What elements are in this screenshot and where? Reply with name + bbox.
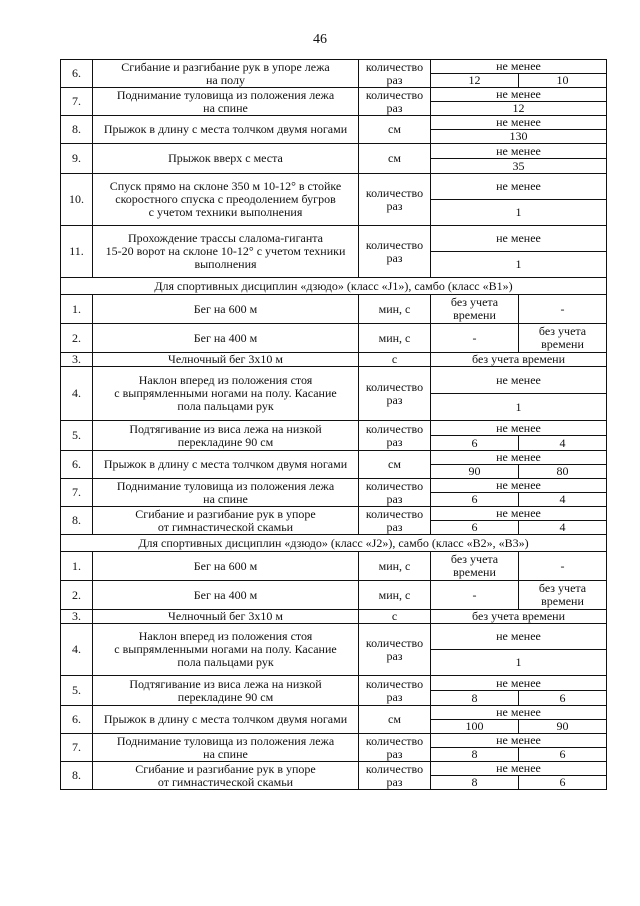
unit-line: количество xyxy=(365,506,424,521)
norm-value-left xyxy=(431,324,519,353)
page-number: 46 xyxy=(313,32,327,47)
norm-value: 12 xyxy=(431,102,607,116)
section-header-row xyxy=(61,535,607,552)
norm-value: 1 xyxy=(431,650,607,676)
unit xyxy=(359,676,431,706)
row-number: 8. xyxy=(61,762,93,790)
unit-line: раз xyxy=(386,491,403,506)
unit: с xyxy=(359,610,431,624)
table-row xyxy=(61,116,607,130)
table-row xyxy=(61,706,607,720)
unit-line: раз xyxy=(386,648,403,663)
norm-value: 12 xyxy=(431,74,519,88)
unit-line: количество xyxy=(365,237,424,252)
exercise-name xyxy=(93,507,359,535)
exercise-name-line: перекладине 90 см xyxy=(177,434,274,449)
row-number: 11. xyxy=(61,226,93,278)
exercise-name-line: Наклон вперед из положения стоя xyxy=(138,373,313,387)
row-number: 7. xyxy=(61,88,93,116)
exercise-name-line: Подтягивание из виса лежа на низкой xyxy=(129,676,322,691)
unit-line: количество xyxy=(365,635,424,650)
exercise-name-line: на спине xyxy=(203,746,248,761)
exercise-name xyxy=(93,676,359,706)
table-row xyxy=(61,295,607,324)
norm-value-line: - xyxy=(560,558,565,573)
row-number: 8. xyxy=(61,507,93,535)
row-number: 10. xyxy=(61,174,93,226)
norm-value: 1 xyxy=(431,200,607,226)
norm-header: не менее xyxy=(431,88,607,102)
exercise-name xyxy=(93,706,359,734)
norm-value-line: - xyxy=(560,301,565,316)
norm-value: 130 xyxy=(431,130,607,144)
norm-value: 8 xyxy=(431,776,519,790)
exercise-name-line: на спине xyxy=(203,100,248,115)
unit: мин, с xyxy=(359,552,431,581)
table-row xyxy=(61,144,607,159)
table-row xyxy=(61,367,607,394)
norm-header: не менее xyxy=(431,226,607,252)
norm-value: без учета времени xyxy=(431,353,607,367)
exercise-name xyxy=(93,116,359,144)
unit-line: количество xyxy=(365,59,424,74)
exercise-name xyxy=(93,144,359,174)
unit-line: раз xyxy=(386,434,403,449)
table-row xyxy=(61,451,607,465)
row-number: 1. xyxy=(61,552,93,581)
unit-line: раз xyxy=(386,519,403,534)
exercise-name-line: Сгибание и разгибание рук в упоре xyxy=(135,761,316,776)
unit-line: раз xyxy=(386,746,403,761)
norm-header: не менее xyxy=(431,116,607,130)
exercise-name-line: скоростного спуска с преодолением бугров xyxy=(115,192,336,206)
exercise-name-line: Поднимание туловища из положения лежа xyxy=(116,733,335,748)
exercise-name-line: с выпрямленными ногами на полу. Касание xyxy=(114,642,337,656)
unit-line: см xyxy=(388,122,401,136)
unit xyxy=(359,706,431,734)
unit-line: количество xyxy=(365,676,424,691)
unit-line: раз xyxy=(386,72,403,87)
row-number: 5. xyxy=(61,421,93,451)
unit-line: см xyxy=(388,457,401,471)
exercise-name-line: Подтягивание из виса лежа на низкой xyxy=(129,421,322,436)
norm-value: 8 xyxy=(431,691,519,706)
norm-header: не менее xyxy=(431,451,607,465)
unit: мин, с xyxy=(359,324,431,353)
exercise-name-line: выполнения xyxy=(194,257,257,271)
table-row xyxy=(61,479,607,493)
row-number: 6. xyxy=(61,451,93,479)
table-row xyxy=(61,353,607,367)
norm-value-right xyxy=(519,552,607,581)
section-header: Для спортивных дисциплин «дзюдо» (класс «J2»), самбо (класс «B2», «B3») xyxy=(61,535,607,552)
unit xyxy=(359,479,431,507)
norm-value: 90 xyxy=(431,465,519,479)
exercise-name xyxy=(93,762,359,790)
norm-value: 6 xyxy=(431,493,519,507)
norm-value-left xyxy=(431,295,519,324)
unit-line: см xyxy=(388,712,401,726)
table-row xyxy=(61,60,607,74)
exercise-name xyxy=(93,367,359,421)
unit: мин, с xyxy=(359,295,431,324)
table-row xyxy=(61,581,607,610)
norm-header: не менее xyxy=(431,507,607,521)
norm-header: не менее xyxy=(431,479,607,493)
unit xyxy=(359,226,431,278)
table-row xyxy=(61,552,607,581)
exercise-name-line: Прыжок в длину с места толчком двумя ногами xyxy=(103,712,348,726)
norm-value: 6 xyxy=(519,776,607,790)
norm-value-line: - xyxy=(472,587,477,602)
unit-line: количество xyxy=(365,379,424,394)
norm-value: 80 xyxy=(519,465,607,479)
norm-value: 6 xyxy=(519,691,607,706)
exercise-name-line: пола пальцами рук xyxy=(177,399,274,413)
exercise-name: Бег на 400 м xyxy=(93,324,359,353)
exercise-name-line: Прыжок вверх с места xyxy=(168,151,283,165)
exercise-name: Бег на 600 м xyxy=(93,295,359,324)
row-number: 5. xyxy=(61,676,93,706)
row-number: 8. xyxy=(61,116,93,144)
norm-header: не менее xyxy=(431,624,607,650)
norm-header: не менее xyxy=(431,676,607,691)
exercise-name xyxy=(93,734,359,762)
unit-line: количество xyxy=(365,185,424,200)
unit xyxy=(359,421,431,451)
exercise-name: Челночный бег 3х10 м xyxy=(93,353,359,367)
unit xyxy=(359,624,431,676)
row-number: 2. xyxy=(61,324,93,353)
norm-header: не менее xyxy=(431,174,607,200)
exercise-name xyxy=(93,451,359,479)
norm-value: 1 xyxy=(431,394,607,421)
exercise-name xyxy=(93,421,359,451)
exercise-name-line: Наклон вперед из положения стоя xyxy=(138,629,313,643)
norm-value-line: времени xyxy=(541,594,584,608)
exercise-name-line: от гимнастической скамьи xyxy=(157,774,294,789)
unit xyxy=(359,60,431,88)
norm-header: не менее xyxy=(431,762,607,776)
row-number: 7. xyxy=(61,734,93,762)
norms-table-body xyxy=(61,60,607,790)
exercise-name-line: Прыжок в длину с места толчком двумя ногами xyxy=(103,457,348,471)
norm-value: без учета времени xyxy=(431,610,607,624)
section-header-row xyxy=(61,278,607,295)
unit-line: раз xyxy=(386,392,403,407)
unit-line: раз xyxy=(386,250,403,265)
unit-line: раз xyxy=(386,100,403,115)
norm-value-line: без учета xyxy=(450,552,499,566)
norm-value-line: времени xyxy=(453,565,496,579)
exercise-name-line: Поднимание туловища из положения лежа xyxy=(116,87,335,102)
exercise-name-line: Прыжок в длину с места толчком двумя ногами xyxy=(103,122,348,136)
norm-value-left xyxy=(431,581,519,610)
exercise-name xyxy=(93,226,359,278)
norm-header: не менее xyxy=(431,144,607,159)
exercise-name: Челночный бег 3х10 м xyxy=(93,610,359,624)
exercise-name-line: с выпрямленными ногами на полу. Касание xyxy=(114,386,337,400)
norm-value-right xyxy=(519,581,607,610)
unit xyxy=(359,762,431,790)
table-row xyxy=(61,174,607,200)
exercise-name xyxy=(93,174,359,226)
exercise-name: Бег на 600 м xyxy=(93,552,359,581)
row-number: 6. xyxy=(61,706,93,734)
unit xyxy=(359,116,431,144)
table-row xyxy=(61,226,607,252)
table-row xyxy=(61,762,607,776)
unit: с xyxy=(359,353,431,367)
unit-line: раз xyxy=(386,198,403,213)
table-row xyxy=(61,624,607,650)
unit-line: см xyxy=(388,151,401,165)
exercise-name-line: пола пальцами рук xyxy=(177,655,274,669)
norm-value: 4 xyxy=(519,436,607,451)
norm-header: не менее xyxy=(431,734,607,748)
norm-value-line: без учета xyxy=(450,295,499,309)
exercise-name xyxy=(93,479,359,507)
norm-value: 4 xyxy=(519,493,607,507)
norm-value: 35 xyxy=(431,159,607,174)
norm-value: 90 xyxy=(519,720,607,734)
table-row xyxy=(61,421,607,436)
table-row xyxy=(61,88,607,102)
exercise-name-line: Сгибание и разгибание рук в упоре лежа xyxy=(121,59,330,74)
row-number: 7. xyxy=(61,479,93,507)
norm-value-right xyxy=(519,295,607,324)
table-row xyxy=(61,507,607,521)
exercise-name-line: 15-20 ворот на склоне 10-12° с учетом техники xyxy=(105,244,346,258)
norm-value: 6 xyxy=(431,521,519,535)
norm-header: не менее xyxy=(431,367,607,394)
exercise-name-line: Сгибание и разгибание рук в упоре xyxy=(135,506,316,521)
unit-line: количество xyxy=(365,87,424,102)
unit-line: количество xyxy=(365,761,424,776)
norm-value: 1 xyxy=(431,252,607,278)
exercise-name-line: на полу xyxy=(206,72,245,87)
row-number: 6. xyxy=(61,60,93,88)
table-row xyxy=(61,610,607,624)
norm-value-right xyxy=(519,324,607,353)
exercise-name xyxy=(93,624,359,676)
norm-value-line: времени xyxy=(453,308,496,322)
exercise-name-line: на спине xyxy=(203,491,248,506)
unit xyxy=(359,507,431,535)
exercise-name-line: Спуск прямо на склоне 350 м 10-12° в стойке xyxy=(109,179,342,193)
exercise-name-line: перекладине 90 см xyxy=(177,689,274,704)
norm-value: 8 xyxy=(431,748,519,762)
unit xyxy=(359,144,431,174)
unit xyxy=(359,734,431,762)
norm-value: 10 xyxy=(519,74,607,88)
table-row xyxy=(61,676,607,691)
exercise-name xyxy=(93,88,359,116)
exercise-name-line: Прохождение трассы слалома-гиганта xyxy=(127,231,323,245)
table-row xyxy=(61,734,607,748)
norm-value-line: без учета xyxy=(538,581,587,595)
unit-line: количество xyxy=(365,421,424,436)
exercise-name-line: Поднимание туловища из положения лежа xyxy=(116,478,335,493)
norm-value: 100 xyxy=(431,720,519,734)
norm-value-left xyxy=(431,552,519,581)
unit xyxy=(359,367,431,421)
norm-value: 6 xyxy=(431,436,519,451)
norm-value: 6 xyxy=(519,748,607,762)
row-number: 3. xyxy=(61,353,93,367)
norm-header: не менее xyxy=(431,421,607,436)
norm-value-line: без учета xyxy=(538,324,587,338)
norms-table xyxy=(60,59,607,790)
row-number: 1. xyxy=(61,295,93,324)
row-number: 4. xyxy=(61,367,93,421)
unit-line: раз xyxy=(386,689,403,704)
unit-line: раз xyxy=(386,774,403,789)
exercise-name-line: с учетом техники выполнения xyxy=(148,205,303,219)
exercise-name-line: от гимнастической скамьи xyxy=(157,519,294,534)
norm-value-line: времени xyxy=(541,337,584,351)
norm-header: не менее xyxy=(431,706,607,720)
unit xyxy=(359,174,431,226)
section-header: Для спортивных дисциплин «дзюдо» (класс «J1»), самбо (класс «B1») xyxy=(61,278,607,295)
unit-line: количество xyxy=(365,478,424,493)
norm-header: не менее xyxy=(431,60,607,74)
table-row xyxy=(61,324,607,353)
exercise-name xyxy=(93,60,359,88)
unit-line: количество xyxy=(365,733,424,748)
norm-value: 4 xyxy=(519,521,607,535)
unit: мин, с xyxy=(359,581,431,610)
norm-value-line: - xyxy=(472,330,477,345)
row-number: 2. xyxy=(61,581,93,610)
row-number: 4. xyxy=(61,624,93,676)
unit xyxy=(359,451,431,479)
exercise-name: Бег на 400 м xyxy=(93,581,359,610)
row-number: 3. xyxy=(61,610,93,624)
unit xyxy=(359,88,431,116)
row-number: 9. xyxy=(61,144,93,174)
